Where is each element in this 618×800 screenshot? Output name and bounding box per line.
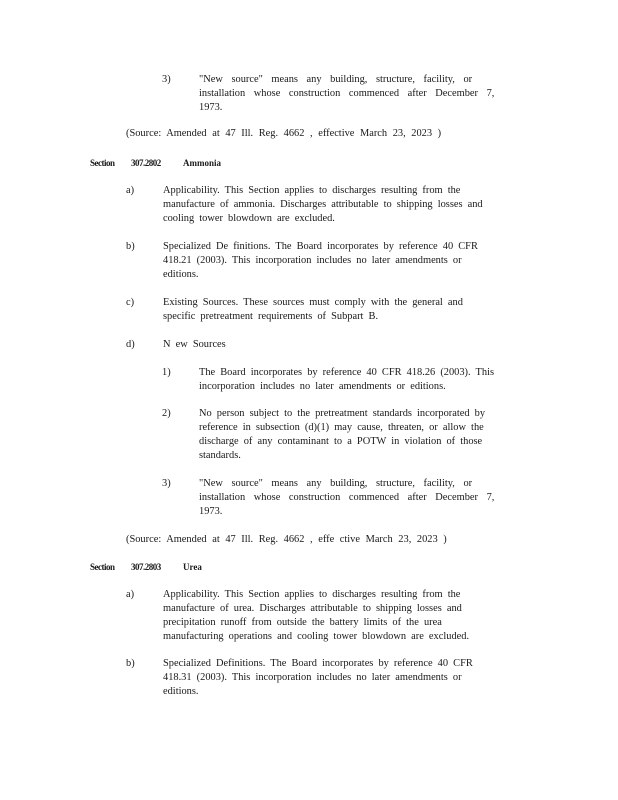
item-marker: 3) [162, 478, 171, 489]
section-label: Section [90, 562, 115, 572]
subsection-marker: c) [126, 297, 135, 308]
subsection-text: Applicability. This Section applies to discharges resulting from the manufacture of urea. Discharges attributable to shipping losses and precipitation runoff from outside the battery limits of the urea manufacturing operations and cooling tower blowdown are excluded. [163, 589, 470, 642]
section-number: 307.2803 [131, 562, 161, 572]
item-text: "New source" means any building, structure, facility, or installation whose construction commenced after December 7, 1973. [199, 478, 495, 517]
source-note: (Source: Amended at 47 Ill. Reg. 4662 , effe ctive March 23, 2023 ) [126, 534, 447, 545]
subsection-marker: d) [126, 339, 135, 350]
subsection-marker: a) [126, 185, 135, 196]
item-text: "New source" means any building, structure, facility, or installation whose construction commenced after December 7, 1973. [199, 74, 495, 113]
source-note: (Source: Amended at 47 Ill. Reg. 4662 , effective March 23, 2023 ) [126, 128, 442, 139]
item-text: The Board incorporates by reference 40 CFR 418.26 (2003). This incorporation includes no later amendments or editions. [199, 367, 494, 392]
subsection-text: Existing Sources. These sources must comply with the general and specific pretreatment requirements of Subpart B. [163, 297, 463, 322]
item-marker: 1) [162, 367, 171, 378]
subsection-marker: b) [126, 658, 135, 669]
subsection-text: Specialized Definitions. The Board incorporates by reference 40 CFR 418.31 (2003). This incorporation includes no later amendments or editions. [163, 658, 473, 697]
section-title: Urea [183, 562, 202, 572]
subsection-marker: b) [126, 241, 135, 252]
section-number: 307.2802 [131, 158, 161, 168]
subsection-text: N ew Sources [163, 339, 226, 350]
item-marker: 2) [162, 408, 171, 419]
section-title: Ammonia [183, 158, 221, 168]
subsection-text: Specialized De finitions. The Board incorporates by reference 40 CFR 418.21 (2003). This incorporation includes no later amendments or editions. [163, 241, 478, 280]
item-text: No person subject to the pretreatment standards incorporated by reference in subsection (d)(1) may cause, threaten, or allow the discharge of any contaminant to a POTW in violation of those standards. [199, 408, 486, 461]
item-marker: 3) [162, 74, 171, 85]
subsection-text: Applicability. This Section applies to discharges resulting from the manufacture of ammonia. Discharges attributable to shipping losses and cooling tower blowdown are excluded. [163, 185, 483, 224]
section-label: Section [90, 158, 115, 168]
subsection-marker: a) [126, 589, 135, 600]
